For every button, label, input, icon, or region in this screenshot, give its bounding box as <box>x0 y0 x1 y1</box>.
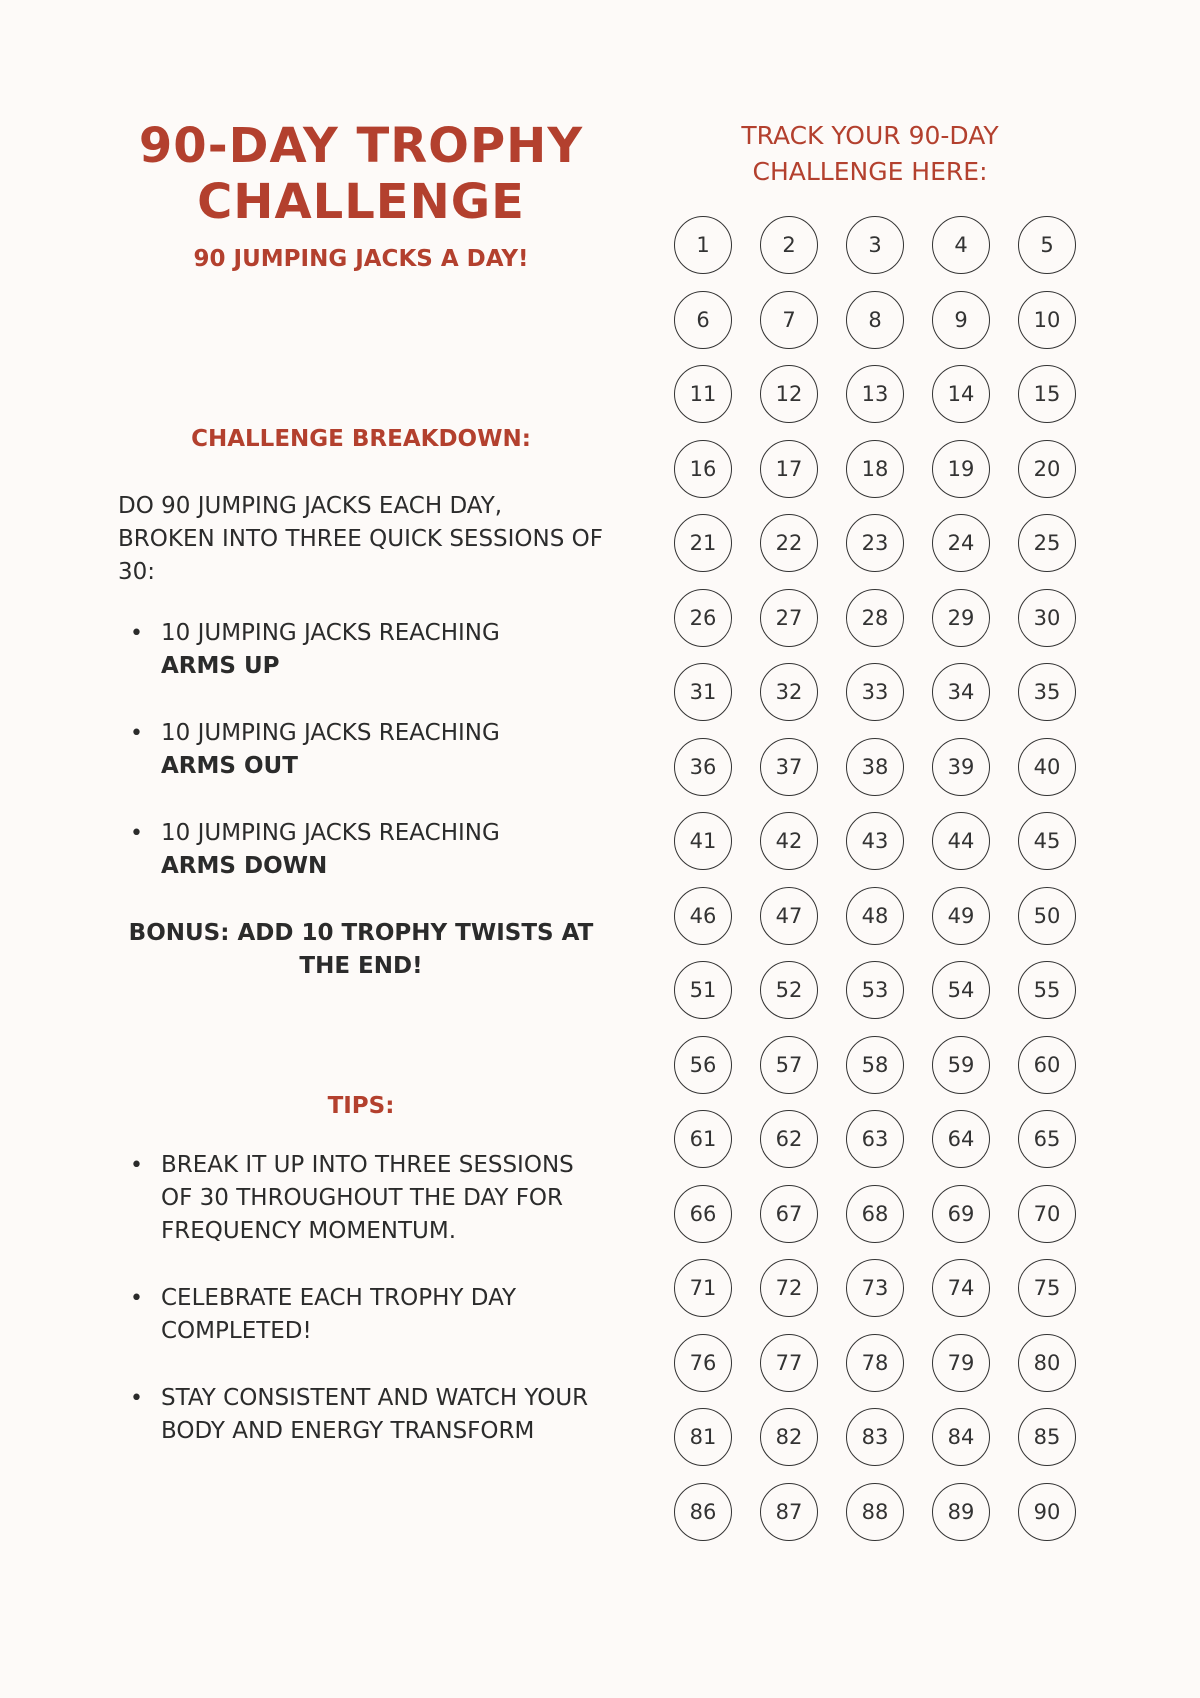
day-circle[interactable]: 73 <box>846 1259 904 1317</box>
day-circle[interactable]: 26 <box>674 589 732 647</box>
day-circle[interactable]: 70 <box>1018 1185 1076 1243</box>
day-circle[interactable]: 19 <box>932 440 990 498</box>
day-circle[interactable]: 31 <box>674 663 732 721</box>
day-circle[interactable]: 66 <box>674 1185 732 1243</box>
page-title <box>118 118 604 230</box>
day-circle[interactable]: 2 <box>760 216 818 274</box>
day-circle[interactable]: 21 <box>674 514 732 572</box>
day-circle[interactable]: 1 <box>674 216 732 274</box>
day-circle[interactable]: 56 <box>674 1036 732 1094</box>
day-circle[interactable]: 60 <box>1018 1036 1076 1094</box>
day-circle[interactable]: 82 <box>760 1408 818 1466</box>
day-circle[interactable]: 71 <box>674 1259 732 1317</box>
day-circle[interactable]: 46 <box>674 887 732 945</box>
day-circle[interactable]: 8 <box>846 291 904 349</box>
day-circle[interactable]: 63 <box>846 1110 904 1168</box>
day-circle[interactable]: 52 <box>760 961 818 1019</box>
day-circle[interactable]: 90 <box>1018 1483 1076 1541</box>
day-circle[interactable]: 11 <box>674 365 732 423</box>
day-circle[interactable]: 4 <box>932 216 990 274</box>
day-circle[interactable]: 18 <box>846 440 904 498</box>
day-circle[interactable]: 10 <box>1018 291 1076 349</box>
day-circle[interactable]: 44 <box>932 812 990 870</box>
day-circle[interactable]: 86 <box>674 1483 732 1541</box>
tip-item: • STAY CONSISTENT AND WATCH YOUR BODY AND ENERGY TRANSFORM <box>118 1382 604 1448</box>
day-circle[interactable]: 9 <box>932 291 990 349</box>
day-circle[interactable]: 67 <box>760 1185 818 1243</box>
day-circle[interactable]: 76 <box>674 1334 732 1392</box>
tips-list <box>118 1149 604 1448</box>
day-circle[interactable]: 62 <box>760 1110 818 1168</box>
day-circle[interactable]: 29 <box>932 589 990 647</box>
breakdown-item-bold: ARMS OUT <box>161 753 298 779</box>
tip-item: • CELEBRATE EACH TROPHY DAY COMPLETED! <box>118 1282 604 1348</box>
day-circle[interactable]: 37 <box>760 738 818 796</box>
breakdown-item <box>118 717 604 783</box>
breakdown-item-text: 10 JUMPING JACKS REACHING <box>161 620 500 646</box>
breakdown-intro: DO 90 JUMPING JACKS EACH DAY, BROKEN INTO THREE QUICK SESSIONS OF 30: <box>118 493 603 585</box>
breakdown-item-text: 10 JUMPING JACKS REACHING <box>161 820 500 846</box>
day-circle[interactable]: 53 <box>846 961 904 1019</box>
day-circle[interactable]: 49 <box>932 887 990 945</box>
day-circle[interactable]: 45 <box>1018 812 1076 870</box>
breakdown-item <box>118 817 604 883</box>
day-circle[interactable]: 39 <box>932 738 990 796</box>
breakdown-item-text: 10 JUMPING JACKS REACHING <box>161 720 500 746</box>
day-circle[interactable]: 6 <box>674 291 732 349</box>
day-circle[interactable]: 41 <box>674 812 732 870</box>
day-circle[interactable]: 65 <box>1018 1110 1076 1168</box>
day-circle[interactable]: 81 <box>674 1408 732 1466</box>
day-circle[interactable]: 77 <box>760 1334 818 1392</box>
day-circle[interactable]: 64 <box>932 1110 990 1168</box>
breakdown-heading: CHALLENGE BREAKDOWN: <box>191 426 531 452</box>
day-circle[interactable]: 55 <box>1018 961 1076 1019</box>
day-circle[interactable]: 58 <box>846 1036 904 1094</box>
tips-heading: TIPS: <box>327 1093 395 1119</box>
day-circle[interactable]: 79 <box>932 1334 990 1392</box>
day-circle[interactable]: 78 <box>846 1334 904 1392</box>
day-circle[interactable]: 34 <box>932 663 990 721</box>
day-circle[interactable]: 83 <box>846 1408 904 1466</box>
tracker-title-line-1: TRACK YOUR 90-DAY <box>741 121 999 150</box>
day-circle[interactable]: 85 <box>1018 1408 1076 1466</box>
tracker-title <box>660 118 1080 190</box>
tip-item: • BREAK IT UP INTO THREE SESSIONS OF 30 THROUGHOUT THE DAY FOR FREQUENCY MOMENTUM. <box>118 1149 604 1248</box>
day-circle[interactable]: 15 <box>1018 365 1076 423</box>
bonus-text: BONUS: ADD 10 TROPHY TWISTS AT THE END! <box>128 920 594 979</box>
breakdown-item-bold: ARMS DOWN <box>161 853 328 879</box>
day-circle[interactable]: 24 <box>932 514 990 572</box>
subtitle: 90 JUMPING JACKS A DAY! <box>193 246 529 272</box>
day-circle[interactable]: 17 <box>760 440 818 498</box>
breakdown-item-bold: ARMS UP <box>161 653 280 679</box>
day-circle[interactable]: 61 <box>674 1110 732 1168</box>
day-circle[interactable]: 50 <box>1018 887 1076 945</box>
day-circle[interactable]: 68 <box>846 1185 904 1243</box>
title-line-2: CHALLENGE <box>197 174 525 230</box>
breakdown-list <box>118 617 604 883</box>
day-circle[interactable]: 48 <box>846 887 904 945</box>
day-circle[interactable]: 87 <box>760 1483 818 1541</box>
day-circle[interactable]: 23 <box>846 514 904 572</box>
day-circle[interactable]: 28 <box>846 589 904 647</box>
day-circle[interactable]: 59 <box>932 1036 990 1094</box>
day-circle[interactable]: 20 <box>1018 440 1076 498</box>
day-circle[interactable]: 36 <box>674 738 732 796</box>
day-circle[interactable]: 13 <box>846 365 904 423</box>
day-circle[interactable]: 47 <box>760 887 818 945</box>
tracker-column <box>660 118 1080 1541</box>
day-circle[interactable]: 40 <box>1018 738 1076 796</box>
left-column <box>118 118 604 1482</box>
day-circle[interactable]: 80 <box>1018 1334 1076 1392</box>
day-circle[interactable]: 35 <box>1018 663 1076 721</box>
day-circle[interactable]: 33 <box>846 663 904 721</box>
day-circle[interactable]: 30 <box>1018 589 1076 647</box>
day-circle[interactable]: 89 <box>932 1483 990 1541</box>
day-circle[interactable]: 38 <box>846 738 904 796</box>
day-circle[interactable]: 32 <box>760 663 818 721</box>
day-circle[interactable]: 75 <box>1018 1259 1076 1317</box>
day-circle[interactable]: 7 <box>760 291 818 349</box>
day-circle[interactable]: 3 <box>846 216 904 274</box>
day-circle[interactable]: 51 <box>674 961 732 1019</box>
day-circle[interactable]: 5 <box>1018 216 1076 274</box>
day-circle[interactable]: 57 <box>760 1036 818 1094</box>
day-circle[interactable]: 27 <box>760 589 818 647</box>
day-tracker-grid <box>674 216 1078 1541</box>
tracker-title-line-2: CHALLENGE HERE: <box>752 157 988 186</box>
day-circle[interactable]: 84 <box>932 1408 990 1466</box>
day-circle[interactable]: 74 <box>932 1259 990 1317</box>
breakdown-item <box>118 617 604 683</box>
day-circle[interactable]: 43 <box>846 812 904 870</box>
day-circle[interactable]: 25 <box>1018 514 1076 572</box>
day-circle[interactable]: 14 <box>932 365 990 423</box>
day-circle[interactable]: 69 <box>932 1185 990 1243</box>
day-circle[interactable]: 72 <box>760 1259 818 1317</box>
title-line-1: 90-DAY TROPHY <box>138 118 584 174</box>
day-circle[interactable]: 22 <box>760 514 818 572</box>
day-circle[interactable]: 54 <box>932 961 990 1019</box>
day-circle[interactable]: 12 <box>760 365 818 423</box>
day-circle[interactable]: 16 <box>674 440 732 498</box>
day-circle[interactable]: 42 <box>760 812 818 870</box>
day-circle[interactable]: 88 <box>846 1483 904 1541</box>
